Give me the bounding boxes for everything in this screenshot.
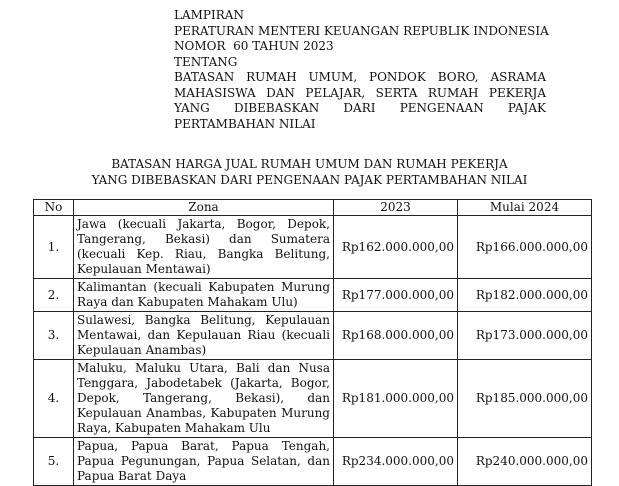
zone-description: Maluku, Maluku Utara, Bali dan Nusa Tenggara, Jabodetabek (Jakarta, Bogor, Depok, Tangerang, Bekasi), dan Kepulauan Anambas, Kabupaten Murung Raya, Kabupaten Mahakam Ulu (74, 360, 334, 438)
price-2023: Rp162.000.000,00 (334, 216, 458, 279)
table-row (34, 216, 592, 279)
table-row (34, 279, 592, 312)
price-2024: Rp166.000.000,00 (458, 216, 592, 279)
subject-line-3: YANG DIBEBASKAN DARI PENGENAAN PAJAK (174, 101, 546, 115)
table-row (34, 360, 592, 438)
price-2024: Rp182.000.000,00 (458, 279, 592, 312)
zone-description: Kalimantan (kecuali Kabupaten Murung Raya dan Kabupaten Mahakam Ulu) (74, 279, 334, 312)
table-header-row (34, 200, 592, 216)
column-header-2023: 2023 (334, 200, 458, 216)
price-2024: Rp173.000.000,00 (458, 312, 592, 360)
regulation-number: NOMOR 60 TAHUN 2023 (174, 39, 334, 53)
row-number: 5. (34, 438, 74, 486)
table-row (34, 438, 592, 486)
lampiran-header (174, 8, 549, 132)
tentang-label: TENTANG (174, 54, 238, 69)
column-header-no: No (34, 200, 74, 216)
zone-description: Jawa (kecuali Jakarta, Bogor, Depok, Tangerang, Bekasi) dan Sumatera (kecuali Kep. Riau, Bangka Belitung, Kepulauan Mentawai) (74, 216, 334, 279)
price-2023: Rp234.000.000,00 (334, 438, 458, 486)
regulation-name: PERATURAN MENTERI KEUANGAN REPUBLIK INDONESIA (174, 23, 549, 38)
subject-line-4: PERTAMBAHAN NILAI (174, 116, 316, 131)
title-line-2: YANG DIBEBASKAN DARI PENGENAAN PAJAK PERTAMBAHAN NILAI (91, 173, 528, 187)
column-header-zona: Zona (74, 200, 334, 216)
subject-line-2: MAHASISWA DAN PELAJAR, SERTA RUMAH PEKERJA (174, 85, 546, 100)
price-2024: Rp240.000.000,00 (458, 438, 592, 486)
price-2024: Rp185.000.000,00 (458, 360, 592, 438)
title-line-1: BATASAN HARGA JUAL RUMAH UMUM DAN RUMAH PEKERJA (111, 157, 508, 171)
zone-description: Sulawesi, Bangka Belitung, Kepulauan Mentawai, dan Kepulauan Riau (kecuali Kepulauan Anambas) (74, 312, 334, 360)
price-2023: Rp168.000.000,00 (334, 312, 458, 360)
lampiran-label: LAMPIRAN (174, 8, 244, 22)
table-row (34, 312, 592, 360)
row-number: 1. (34, 216, 74, 279)
document-title (0, 156, 619, 188)
column-header-2024: Mulai 2024 (458, 200, 592, 216)
subject-line-1: BATASAN RUMAH UMUM, PONDOK BORO, ASRAMA (174, 70, 546, 84)
price-2023: Rp177.000.000,00 (334, 279, 458, 312)
row-number: 3. (34, 312, 74, 360)
row-number: 4. (34, 360, 74, 438)
row-number: 2. (34, 279, 74, 312)
zone-description: Papua, Papua Barat, Papua Tengah, Papua Pegunungan, Papua Selatan, dan Papua Barat Daya (74, 438, 334, 486)
price-limit-table (33, 199, 592, 486)
price-2023: Rp181.000.000,00 (334, 360, 458, 438)
